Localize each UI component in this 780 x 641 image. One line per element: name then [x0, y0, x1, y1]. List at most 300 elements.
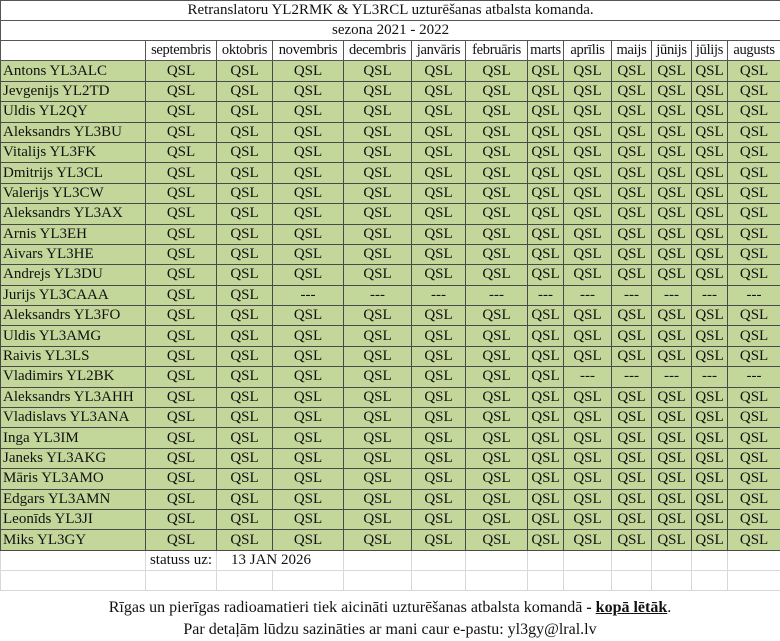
- table-row: [1, 448, 780, 468]
- status-cell: QSL: [146, 204, 217, 224]
- status-cell: QSL: [412, 367, 466, 387]
- status-cell: QSL: [146, 346, 217, 366]
- status-cell: QSL: [412, 408, 466, 428]
- status-cell: QSL: [728, 408, 780, 428]
- status-cell: QSL: [273, 204, 344, 224]
- month-header: janvāris: [412, 41, 466, 61]
- status-cell: QSL: [652, 163, 692, 183]
- status-cell: QSL: [273, 306, 344, 326]
- status-cell: QSL: [146, 306, 217, 326]
- status-cell: ---: [692, 367, 728, 387]
- status-cell: QSL: [728, 102, 780, 122]
- table-row: [1, 102, 780, 122]
- footer-line-2: Par detaļām lūdzu sazināties ar mani caur e-pastu: yl3gy@lral.lv: [0, 619, 780, 641]
- status-cell: QSL: [564, 81, 612, 101]
- month-header: decembris: [344, 41, 412, 61]
- status-cell: QSL: [146, 244, 217, 264]
- status-cell: QSL: [146, 469, 217, 489]
- footer-line-1: [0, 597, 780, 619]
- status-cell: QSL: [528, 122, 564, 142]
- status-cell: QSL: [652, 448, 692, 468]
- status-cell: QSL: [273, 102, 344, 122]
- status-cell: QSL: [692, 489, 728, 509]
- status-cell: QSL: [466, 408, 528, 428]
- status-row: [1, 550, 780, 570]
- status-cell: QSL: [146, 61, 217, 81]
- status-cell: QSL: [466, 306, 528, 326]
- empty-cell: [564, 570, 612, 590]
- status-cell: QSL: [217, 428, 273, 448]
- status-cell: QSL: [528, 509, 564, 529]
- status-cell: QSL: [217, 81, 273, 101]
- status-cell: QSL: [344, 122, 412, 142]
- status-cell: QSL: [466, 530, 528, 550]
- member-name: Vladimirs YL2BK: [1, 367, 146, 387]
- status-cell: QSL: [412, 163, 466, 183]
- status-cell: QSL: [728, 387, 780, 407]
- status-cell: QSL: [612, 306, 652, 326]
- status-cell: QSL: [652, 122, 692, 142]
- empty-cell: [692, 570, 728, 590]
- status-cell: QSL: [217, 244, 273, 264]
- status-cell: QSL: [652, 265, 692, 285]
- status-cell: QSL: [273, 81, 344, 101]
- empty-cell: [564, 550, 612, 570]
- status-cell: QSL: [412, 530, 466, 550]
- status-cell: QSL: [728, 530, 780, 550]
- status-cell: QSL: [528, 102, 564, 122]
- status-cell: QSL: [217, 61, 273, 81]
- status-cell: QSL: [273, 326, 344, 346]
- status-cell: QSL: [564, 224, 612, 244]
- table-row: [1, 61, 780, 81]
- table-row: [1, 428, 780, 448]
- status-cell: QSL: [564, 306, 612, 326]
- status-cell: QSL: [273, 428, 344, 448]
- status-cell: QSL: [728, 509, 780, 529]
- empty-cell: [652, 550, 692, 570]
- empty-cell: [146, 570, 217, 590]
- status-cell: QSL: [217, 448, 273, 468]
- status-cell: QSL: [412, 224, 466, 244]
- member-name: Vitalijs YL3FK: [1, 142, 146, 162]
- empty-cell: [1, 570, 146, 590]
- month-header: marts: [528, 41, 564, 61]
- status-cell: QSL: [564, 142, 612, 162]
- status-cell: QSL: [612, 183, 652, 203]
- status-cell: QSL: [612, 530, 652, 550]
- status-cell: QSL: [612, 346, 652, 366]
- member-name: Edgars YL3AMN: [1, 489, 146, 509]
- member-name: Dmitrijs YL3CL: [1, 163, 146, 183]
- status-cell: QSL: [564, 387, 612, 407]
- status-cell: QSL: [692, 122, 728, 142]
- status-cell: QSL: [612, 265, 652, 285]
- status-cell: QSL: [612, 326, 652, 346]
- status-cell: QSL: [217, 509, 273, 529]
- status-cell: QSL: [217, 387, 273, 407]
- status-cell: QSL: [146, 163, 217, 183]
- member-name: Uldis YL2QY: [1, 102, 146, 122]
- status-cell: QSL: [273, 408, 344, 428]
- table-row: [1, 326, 780, 346]
- status-cell: QSL: [344, 61, 412, 81]
- status-cell: QSL: [217, 204, 273, 224]
- status-cell: QSL: [612, 509, 652, 529]
- status-cell: QSL: [466, 61, 528, 81]
- status-cell: QSL: [146, 326, 217, 346]
- status-cell: QSL: [528, 183, 564, 203]
- table-row: [1, 346, 780, 366]
- status-cell: QSL: [612, 102, 652, 122]
- status-cell: QSL: [728, 428, 780, 448]
- status-cell: QSL: [466, 469, 528, 489]
- status-cell: QSL: [728, 448, 780, 468]
- status-cell: QSL: [273, 530, 344, 550]
- blank-row: [1, 570, 780, 590]
- status-cell: QSL: [564, 244, 612, 264]
- empty-cell: [217, 570, 273, 590]
- status-cell: ---: [692, 285, 728, 305]
- status-cell: QSL: [466, 142, 528, 162]
- status-cell: QSL: [692, 183, 728, 203]
- season-label: sezona 2021 - 2022: [1, 21, 780, 41]
- status-cell: QSL: [466, 387, 528, 407]
- status-cell: QSL: [344, 81, 412, 101]
- status-cell: QSL: [466, 183, 528, 203]
- status-cell: QSL: [652, 61, 692, 81]
- status-cell: QSL: [217, 122, 273, 142]
- month-header-row: [1, 41, 780, 61]
- status-cell: QSL: [344, 346, 412, 366]
- status-cell: QSL: [652, 142, 692, 162]
- status-cell: QSL: [146, 122, 217, 142]
- status-cell: QSL: [728, 346, 780, 366]
- member-name: Raivis YL3LS: [1, 346, 146, 366]
- table-row: [1, 122, 780, 142]
- status-cell: QSL: [146, 183, 217, 203]
- status-cell: QSL: [528, 61, 564, 81]
- status-cell: QSL: [564, 489, 612, 509]
- status-cell: QSL: [692, 265, 728, 285]
- member-name: Jurijs YL3CAAA: [1, 285, 146, 305]
- status-cell: QSL: [692, 244, 728, 264]
- table-row: [1, 244, 780, 264]
- member-name: Andrejs YL3DU: [1, 265, 146, 285]
- status-cell: QSL: [692, 530, 728, 550]
- status-cell: QSL: [217, 183, 273, 203]
- status-cell: QSL: [217, 306, 273, 326]
- status-cell: QSL: [728, 183, 780, 203]
- footer-note: [0, 597, 780, 641]
- status-cell: QSL: [528, 530, 564, 550]
- member-name: Aleksandrs YL3BU: [1, 122, 146, 142]
- status-cell: QSL: [692, 428, 728, 448]
- status-cell: QSL: [466, 102, 528, 122]
- status-cell: QSL: [466, 224, 528, 244]
- status-cell: QSL: [652, 204, 692, 224]
- status-cell: QSL: [692, 387, 728, 407]
- empty-cell: [412, 570, 466, 590]
- status-cell: QSL: [612, 163, 652, 183]
- status-cell: QSL: [466, 81, 528, 101]
- status-cell: QSL: [652, 306, 692, 326]
- footer-dash: -: [586, 599, 595, 616]
- member-name: Leonīds YL3JI: [1, 509, 146, 529]
- status-cell: QSL: [217, 224, 273, 244]
- status-cell: QSL: [528, 346, 564, 366]
- table-row: [1, 469, 780, 489]
- header-blank: [1, 41, 146, 61]
- status-cell: QSL: [528, 387, 564, 407]
- status-cell: QSL: [692, 224, 728, 244]
- status-cell: ---: [652, 285, 692, 305]
- status-cell: QSL: [344, 224, 412, 244]
- status-cell: QSL: [728, 81, 780, 101]
- status-cell: QSL: [412, 265, 466, 285]
- empty-cell: [344, 550, 412, 570]
- status-cell: QSL: [612, 489, 652, 509]
- status-cell: QSL: [344, 509, 412, 529]
- status-cell: QSL: [217, 489, 273, 509]
- status-cell: QSL: [728, 244, 780, 264]
- status-cell: QSL: [564, 346, 612, 366]
- empty-cell: [1, 550, 146, 570]
- empty-cell: [728, 550, 780, 570]
- status-cell: QSL: [412, 183, 466, 203]
- status-cell: QSL: [217, 469, 273, 489]
- status-cell: QSL: [412, 326, 466, 346]
- status-cell: QSL: [344, 387, 412, 407]
- status-cell: QSL: [692, 306, 728, 326]
- status-cell: QSL: [466, 509, 528, 529]
- status-cell: QSL: [344, 142, 412, 162]
- status-cell: QSL: [528, 142, 564, 162]
- status-cell: QSL: [146, 387, 217, 407]
- status-cell: QSL: [273, 489, 344, 509]
- status-cell: QSL: [344, 265, 412, 285]
- month-header: novembris: [273, 41, 344, 61]
- status-cell: QSL: [612, 122, 652, 142]
- status-cell: QSL: [412, 81, 466, 101]
- status-cell: QSL: [564, 163, 612, 183]
- status-cell: QSL: [528, 448, 564, 468]
- month-header: septembris: [146, 41, 217, 61]
- status-cell: QSL: [412, 102, 466, 122]
- status-cell: QSL: [273, 509, 344, 529]
- status-cell: QSL: [652, 469, 692, 489]
- status-cell: QSL: [273, 387, 344, 407]
- status-cell: QSL: [692, 346, 728, 366]
- status-cell: QSL: [564, 530, 612, 550]
- member-name: Vladislavs YL3ANA: [1, 408, 146, 428]
- status-cell: QSL: [528, 306, 564, 326]
- month-header: jūnijs: [652, 41, 692, 61]
- status-cell: ---: [528, 285, 564, 305]
- status-cell: QSL: [692, 509, 728, 529]
- status-label: statuss uz:: [146, 550, 217, 570]
- status-cell: ---: [564, 285, 612, 305]
- status-cell: ---: [728, 285, 780, 305]
- status-cell: QSL: [564, 183, 612, 203]
- status-cell: QSL: [344, 244, 412, 264]
- status-cell: QSL: [412, 387, 466, 407]
- status-cell: QSL: [146, 224, 217, 244]
- empty-cell: [412, 550, 466, 570]
- table-row: [1, 224, 780, 244]
- status-cell: QSL: [728, 163, 780, 183]
- status-cell: QSL: [528, 204, 564, 224]
- status-cell: QSL: [412, 469, 466, 489]
- status-cell: QSL: [412, 346, 466, 366]
- status-cell: QSL: [728, 204, 780, 224]
- status-cell: QSL: [344, 428, 412, 448]
- empty-cell: [692, 550, 728, 570]
- status-cell: QSL: [652, 244, 692, 264]
- status-cell: QSL: [146, 265, 217, 285]
- status-cell: QSL: [217, 346, 273, 366]
- page-title: Retranslatoru YL2RMK & YL3RCL uzturēšanas atbalsta komanda.: [1, 1, 780, 21]
- empty-cell: [652, 570, 692, 590]
- status-cell: ---: [412, 285, 466, 305]
- table-row: [1, 265, 780, 285]
- status-cell: QSL: [344, 469, 412, 489]
- status-cell: QSL: [652, 346, 692, 366]
- status-cell: QSL: [273, 142, 344, 162]
- empty-cell: [612, 570, 652, 590]
- status-cell: QSL: [564, 509, 612, 529]
- status-cell: QSL: [466, 265, 528, 285]
- status-cell: QSL: [564, 265, 612, 285]
- status-cell: QSL: [564, 428, 612, 448]
- status-cell: QSL: [652, 224, 692, 244]
- status-cell: QSL: [273, 265, 344, 285]
- status-cell: QSL: [466, 122, 528, 142]
- status-cell: QSL: [728, 265, 780, 285]
- table-row: [1, 530, 780, 550]
- status-cell: QSL: [612, 61, 652, 81]
- status-cell: QSL: [528, 81, 564, 101]
- status-cell: QSL: [652, 387, 692, 407]
- status-cell: QSL: [344, 448, 412, 468]
- footer-emphasis: kopā lētāk: [596, 599, 668, 616]
- status-cell: QSL: [273, 346, 344, 366]
- status-cell: QSL: [217, 163, 273, 183]
- empty-cell: [273, 570, 344, 590]
- table-row: [1, 489, 780, 509]
- status-cell: QSL: [728, 306, 780, 326]
- status-cell: QSL: [146, 489, 217, 509]
- status-cell: QSL: [217, 530, 273, 550]
- status-cell: QSL: [692, 142, 728, 162]
- status-date: 13 JAN 2026: [217, 550, 344, 570]
- status-cell: QSL: [412, 509, 466, 529]
- status-cell: QSL: [344, 102, 412, 122]
- status-cell: QSL: [652, 326, 692, 346]
- status-cell: QSL: [692, 204, 728, 224]
- status-cell: ---: [466, 285, 528, 305]
- status-cell: QSL: [344, 163, 412, 183]
- month-header: augusts: [728, 41, 780, 61]
- status-cell: QSL: [528, 469, 564, 489]
- status-cell: ---: [728, 367, 780, 387]
- status-cell: QSL: [146, 448, 217, 468]
- status-cell: QSL: [344, 530, 412, 550]
- status-cell: QSL: [466, 367, 528, 387]
- status-cell: QSL: [412, 448, 466, 468]
- status-cell: QSL: [728, 142, 780, 162]
- status-cell: QSL: [217, 326, 273, 346]
- status-cell: QSL: [146, 285, 217, 305]
- table-row: [1, 285, 780, 305]
- status-cell: QSL: [528, 244, 564, 264]
- month-header: aprīlis: [564, 41, 612, 61]
- status-cell: QSL: [652, 428, 692, 448]
- status-cell: ---: [612, 285, 652, 305]
- status-cell: QSL: [466, 448, 528, 468]
- status-cell: QSL: [564, 61, 612, 81]
- status-cell: QSL: [217, 285, 273, 305]
- status-cell: QSL: [412, 61, 466, 81]
- table-row: [1, 163, 780, 183]
- month-header: februāris: [466, 41, 528, 61]
- status-cell: QSL: [412, 489, 466, 509]
- month-header: oktobris: [217, 41, 273, 61]
- status-cell: QSL: [466, 346, 528, 366]
- status-cell: QSL: [612, 81, 652, 101]
- status-cell: QSL: [466, 326, 528, 346]
- status-cell: QSL: [412, 306, 466, 326]
- table-row: [1, 183, 780, 203]
- member-name: Māris YL3AMO: [1, 469, 146, 489]
- status-cell: QSL: [692, 326, 728, 346]
- table-row: [1, 306, 780, 326]
- status-cell: QSL: [728, 61, 780, 81]
- footer-period: .: [667, 599, 671, 616]
- status-cell: QSL: [344, 204, 412, 224]
- status-cell: QSL: [612, 408, 652, 428]
- table-row: [1, 387, 780, 407]
- status-cell: QSL: [612, 428, 652, 448]
- status-cell: QSL: [652, 509, 692, 529]
- table-row: [1, 81, 780, 101]
- status-cell: QSL: [652, 183, 692, 203]
- status-cell: QSL: [344, 367, 412, 387]
- status-cell: QSL: [692, 81, 728, 101]
- status-cell: QSL: [652, 530, 692, 550]
- empty-cell: [344, 570, 412, 590]
- status-cell: QSL: [652, 81, 692, 101]
- member-name: Aleksandrs YL3FO: [1, 306, 146, 326]
- status-cell: QSL: [273, 367, 344, 387]
- status-cell: QSL: [146, 102, 217, 122]
- status-cell: QSL: [412, 428, 466, 448]
- status-cell: QSL: [273, 448, 344, 468]
- status-cell: QSL: [146, 509, 217, 529]
- status-cell: QSL: [217, 408, 273, 428]
- status-cell: QSL: [146, 530, 217, 550]
- status-cell: QSL: [344, 183, 412, 203]
- status-cell: QSL: [612, 469, 652, 489]
- status-cell: QSL: [564, 408, 612, 428]
- status-cell: QSL: [146, 142, 217, 162]
- status-cell: QSL: [412, 204, 466, 224]
- empty-cell: [528, 550, 564, 570]
- status-cell: QSL: [692, 469, 728, 489]
- empty-cell: [466, 550, 528, 570]
- member-name: Miks YL3GY: [1, 530, 146, 550]
- member-name: Inga YL3IM: [1, 428, 146, 448]
